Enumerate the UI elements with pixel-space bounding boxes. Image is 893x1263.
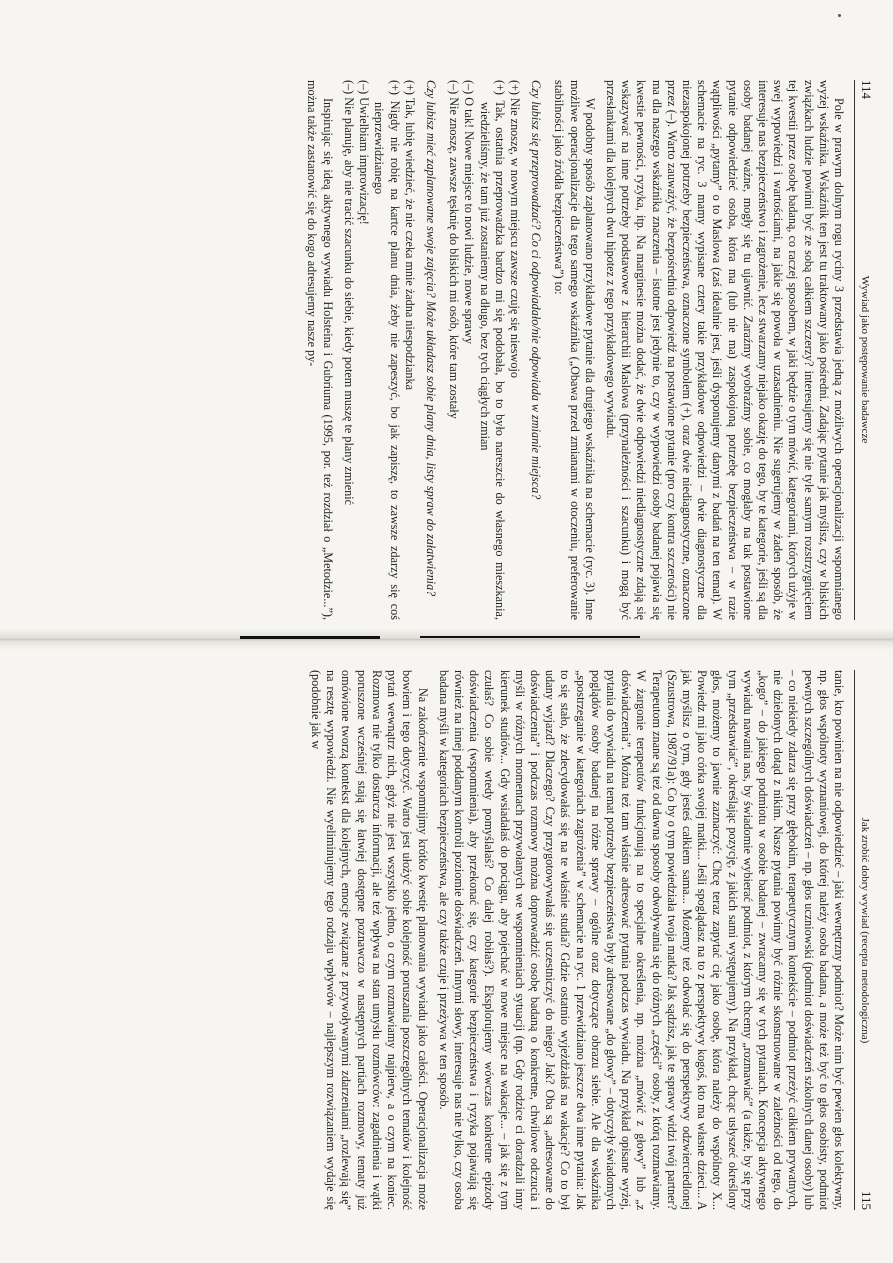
scan-mark xyxy=(240,636,380,639)
paragraph: Inspirując się ideą aktywnego wywiadu Holsteina i Gubriuma (1995, por. też rozdział o „Metodzie...”), można także zastanowić się do kogo adresujemy nasze py- xyxy=(305,80,335,620)
example-question: Czy lubisz się przeprowadzać? Co ci odpowiadało/nie odpowiada w zmianie miejsca? xyxy=(529,80,544,500)
answer-list xyxy=(341,80,417,620)
right-page xyxy=(20,660,880,1220)
example-question: Czy lubisz mieć zaplanowane swoje zajęcia? Może układasz sobie plany dnia, listy spraw do załatwienia? xyxy=(423,80,438,597)
answer-item: (+) Tak, ostatnia przeprowadzka bardzo mi się podobała, bo to było nareszcie do własnego mieszkania, wiedzieliśmy, że tam już zostaniemy na długo, bez tych ciągłych zmian xyxy=(477,80,507,620)
left-page xyxy=(20,70,880,630)
answer-item: (–) Uwielbiam improwizację! xyxy=(357,80,372,225)
answer-item: (–) Nie znoszę, zawsze tęsknię do bliskich mi osób, które tam zostały xyxy=(447,80,462,419)
book-spine xyxy=(0,628,893,650)
page-body xyxy=(308,670,846,1210)
paragraph: W podobny sposób zaplanowano przykładowe pytanie dla drugiego wskaźnika na schemacie (ryc. 3). Inne możliwe operacjonalizacje dla tego samego wskaźnika („Obawa przed zmianami w otoczeniu, preferowanie stabilności jako źródła bezpieczeństwa”) to: xyxy=(552,80,597,620)
paragraph: Na zakończenie wspomnijmy krótko kwestię planowania wywiadu jako całości. Operacjonalizacja może bowiem i tego dotyczyć. Warto jest ułożyć sobie kolejność poruszania poszczególnych tematów i kolejność pytań wewnątrz nich, gdyż nie jest wszystko jedno, o czym rozmawiamy najpierw, a o czym na koniec. Rozmowa nie tylko dostarcza informacji, ale też wpływa na stan umysłu rozmówców: zagadnienia i wątki poruszone wcześniej stają się łatwiej dostępne poznawczo w następnych partiach rozmowy, tematy już omówione tworzą kontekst dla kolejnych, emocje związane z przywoływanymi zdarzeniami „rozlewają się” na resztę wypowiedzi. Nie wyeliminujemy tego rodzaju wpływów – najlepszym rozwiązaniem wydaje się (podobnie jak w xyxy=(309,670,430,1210)
page-number: 114 xyxy=(859,80,874,100)
answer-item: (+) Nie znoszę, w nowym miejscu zawsze czuję się nieswojo xyxy=(507,80,522,378)
page-body xyxy=(304,80,846,620)
paragraph: tanie, kto powinien na nie odpowiedzieć – jaki wewnętrzny podmiot? Może nim być pewien głos kolektywny, np. głos wspólnoty wyznaniowej, do której należy osoba badana, a może też być to głos osobisty, podmiot pewnych szczególnych doświadczeń – np. głos uczniowski (podmiot doświadczeń szkolnych danej osoby) lub – co niekiedy zdarza się przy głębokim, terapeutycznym kontekście – podmiot przeżyć całkiem prywatnych, nie dzielonych dotąd z nikim. Nasze pytania powinny być różnie skonstruowane w zależności od tego, do „kogo” – do jakiego podmiotu w osobie badanej – zwracamy się w tych pytaniach. Koncepcja aktywnego wywiadu nawania nas, by świadomie wybierać podmiot, z którym chcemy „rozmawiać” (a także, by się przy tym „przedstawiać”, określając pozycję, z jakich sami występujemy). Na przykład, chcąc usłyszeć określony głos, możemy to jawnie zaznaczyć: Chcę teraz zapytać cię jako osobę, która należy do wspólnoty X... Powiedz mi jako córka swojej matki... Jeśli spoglądasz na to z perspektywy kogoś, kto ma własne dzieci... A jak myślisz o tym, gdy jesteś całkiem sama... Możemy też odwołać się do perspektywy odzwierciedlonej (Szustrowa, 1987/91a): Co by o tym powiedziała twoja matka? Jak sądzisz, jak te sprawy widzi twój partner? Terapeutom znane są też od dawna sposoby odwoływania się do różnych „części” osoby, z którą rozmawiamy. W żargonie terapeutów funkcjonują na to specjalne określenia, np. można „mówić z głowy” lub „z doświadczenia”. Można też tam właśnie adresować pytania podczas wywiadu. Na przykład opisane wyżej, pytania do wywiadu na temat potrzeby bezpieczeństwa były adresowane „do głowy” – dotyczyły świadomych poglądów osoby badanej na różne sprawy – ogólne oraz dotyczące obrazu siebie. Ale dla wskaźnika „spostrzeganie w kategoriach zagrożenia” w schemacie na ryc. 1 przewidziano jeszcze dwa inne pytania: Jak to się stało, że zdecydowałaś się na te właśnie studia? Gdzie ostatnio wyjeżdżałaś na wakacje? Co to był udany wyjazd? Dlaczego? Czy przygotowywałaś się uczestniczyć do niego? Jak? Oba są „adresowane do doświadczenia” i podczas rozmowy można doprowadzić osobę badaną o konkretne, chwilowe odczucia i myśli w różnych momentach przywołanych we wspomnieniach sytuacji (np. Gdy rodzice ci doradzali inny kierunek studiów... Gdy wsiadałaś do pociągu, aby pojechać w nowe miejsce na wakacje... – jak się z tym czułaś? Co sobie wtedy pomyślałaś? Co dalej robiłaś?). Eksplorujemy wówczas konkretne epizody doświadczenia (wspomnienia), aby przekonać się, czy kategorie bezpieczeństwa i ryzyka pojawiają się również na innej poddanym kontroli poziomie doświadczeń. Innymi słowy, interesuje nas nie tylko, czy osoba badana myśli w kategoriach bezpieczeństwa, ale czy także czuje i przeżywa w ten sposób. xyxy=(436,670,846,1210)
running-head-title: Jak zrobić dobry wywiad (recepta metodologiczna) xyxy=(859,817,871,1044)
scan-speck xyxy=(838,14,841,17)
answer-item: (+) Tak, lubię wiedzieć, że nie czeka mnie żadna niespodzianka xyxy=(402,80,417,390)
answer-item: (–) O tak! Nowe miejsce to nowi ludzie, nowe sprawy xyxy=(462,80,477,344)
paragraph: Pole w prawym dolnym rogu ryciny 3 przedstawia jedną z możliwych operacjonalizacji wspomnianego wyżej wskaźnika. Wskaźnik ten jest tu traktowany jako pośredni. Zadając pytanie jak myślisz, czy w bliskich związkach ludzie powinni być ze sobą całkiem szczerzy? interesujemy się nie tyle samym rozstrzygnięciem tej kwestii przez osobę badaną, co raczej sposobem, w jaki będzie o tym mówić, kategoriami, których użyje w swej wypowiedzi i wartościami, na jakie się powoła w uzasadnieniu. Nie sugerujemy w żaden sposób, że interesuje nas bezpieczeństwo i zagrożenie, lecz stwarzamy niejako okazję do tego, by te kategorie, jeśli są dla osoby badanej ważne, mogły się tu ujawnić. Zaraźmy wyobraźmy sobie, co mogłaby na tak postawione pytanie odpowiedzieć osoba, która ma (lub nie ma) zaspokojoną potrzebę bezpieczeństwa – w razie wątpliwości „pytamy” o to Maslowa (zaś idealnie jest, jeśli dysponujemy danymi z badań na ten temat). W schemacie na ryc. 3 mamy wypisane cztery takie przykładowe odpowiedzi – dwie diagnostyczne dla niezaspokojonej potrzeby bezpieczeństwa, oznaczone symbolem (+), oraz dwie niediagnostyczne, oznaczone przez (–). Warto zauważyć, że bezpośrednia odpowiedź na postawione pytanie (pro czy kontra szczerości) nie ma dla naszego wskaźnika znaczenia – istotne jest jedynie to, czy w wypowiedzi osoby badanej pojawia się kwestie pewności, ryzyka, itp. Na marginesie można dodać, że dwie odpowiedzi niediagnostyczne zdają się wskazywać na inne potrzeby podstawowe z hierarchii Maslowa (przynależności i szacunku) i mogą być przesłankami dla kolejnych dwu hipotez z tego przykładowego wywiadu. xyxy=(603,80,846,620)
running-head xyxy=(854,670,874,1210)
scan-mark xyxy=(420,636,640,638)
page-number: 115 xyxy=(859,1190,874,1210)
answer-list xyxy=(446,80,522,620)
running-head xyxy=(854,80,874,620)
running-head-title: Wywiad jako postępowanie badawcze xyxy=(859,275,871,444)
answer-item: (–) Nie planuję, aby nie tracić szacunku do siebie, kiedy potem muszę te plany zmienić xyxy=(341,80,356,506)
answer-item: (+) Nigdy nie robię na kartce planu dnia, żeby nie zapeszyć, bo jak zapiszę, to zawsze zdarzy się coś nieprzewidzianego xyxy=(372,80,402,620)
